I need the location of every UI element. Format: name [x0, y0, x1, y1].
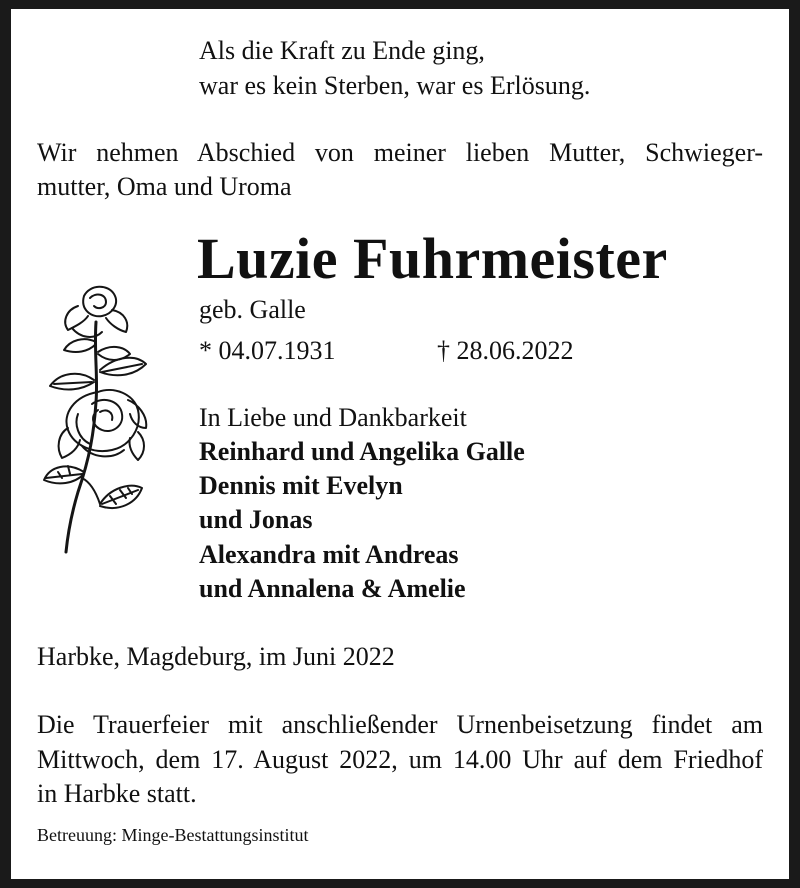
intro-line-2: mutter, Oma und Uroma	[37, 172, 292, 201]
place-date: Harbke, Magdeburg, im Juni 2022	[37, 642, 395, 671]
funeral-line-2: Mittwoch, dem 17. August 2022, um 14.00 Uhr auf dem Friedhof	[37, 745, 763, 774]
undertaker: Betreuung: Minge-Bestattungsinstitut	[37, 825, 309, 845]
death-date: † 28.06.2022	[437, 336, 574, 365]
mourner-line: Reinhard und Angelika Galle	[199, 437, 525, 466]
motto-line-2: war es kein Sterben, war es Erlösung.	[199, 71, 591, 100]
funeral-line-3: in Harbke statt.	[37, 779, 197, 808]
mourner-line: und Annalena & Amelie	[199, 574, 466, 603]
motto-line-1: Als die Kraft zu Ende ging,	[199, 36, 485, 65]
birth-name: geb. Galle	[199, 295, 306, 324]
deceased-name: Luzie Fuhrmeister	[197, 226, 668, 291]
mourner-line: und Jonas	[199, 505, 313, 534]
mourner-line: Alexandra mit Andreas	[199, 540, 459, 569]
mourner-line: Dennis mit Evelyn	[199, 471, 403, 500]
funeral-line-1: Die Trauerfeier mit anschließender Urnenbeisetzung findet am	[37, 710, 763, 739]
mourners-intro: In Liebe und Dankbarkeit	[199, 403, 467, 432]
rose-icon	[38, 282, 162, 554]
birth-date: * 04.07.1931	[199, 336, 336, 365]
intro-line-1: Wir nehmen Abschied von meiner lieben Mutter, Schwieger-	[37, 138, 763, 167]
